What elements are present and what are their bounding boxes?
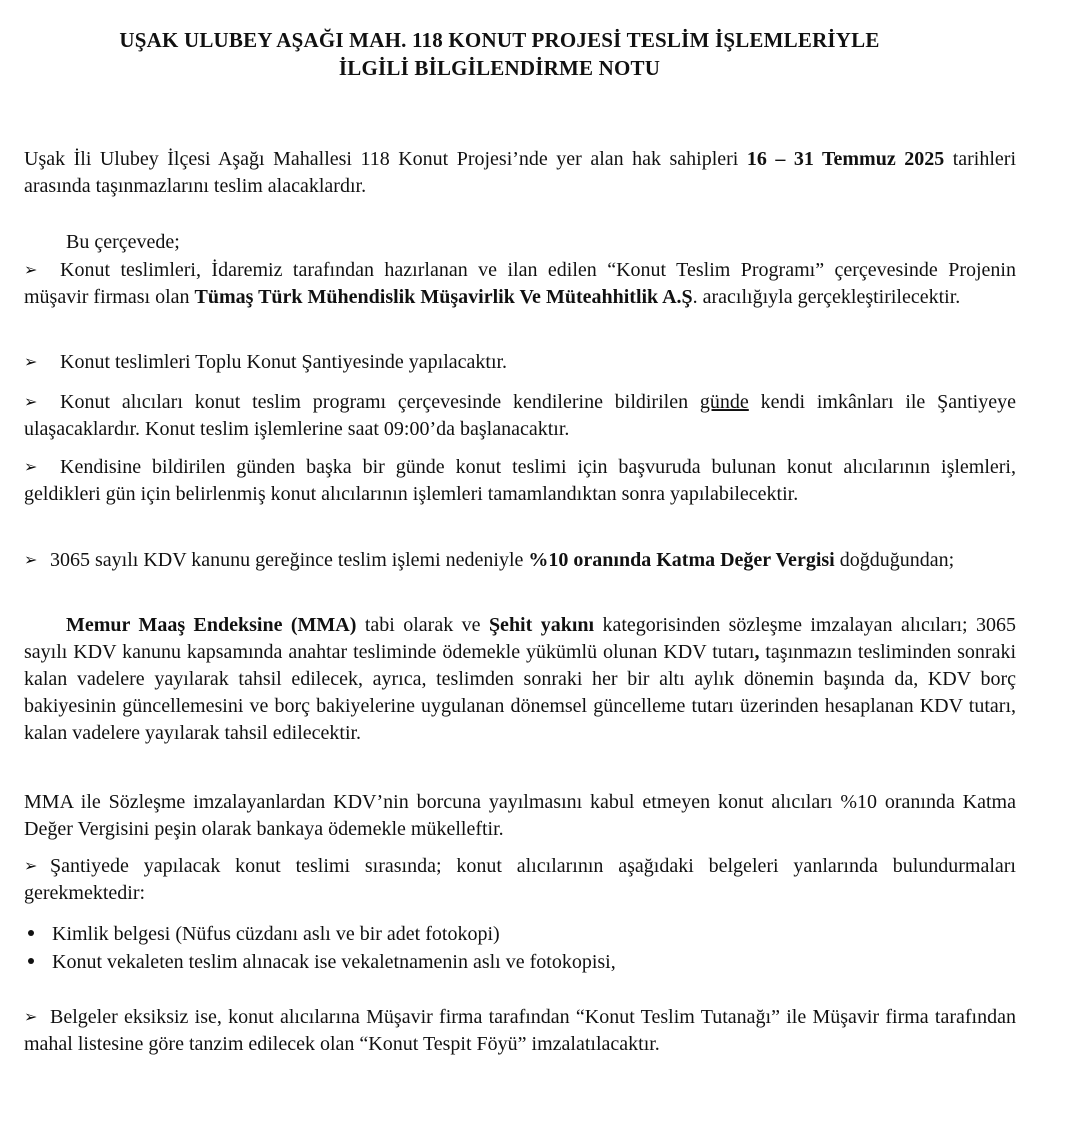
- intro-dates: 16 – 31 Temmuz 2025: [746, 148, 945, 170]
- item-3: [24, 388, 1016, 443]
- bullet-dot-icon: [28, 958, 34, 964]
- item-6: [24, 852, 1016, 907]
- arrow-bullet-icon: ➢: [24, 260, 38, 279]
- item-3-underlined: günde: [699, 391, 749, 413]
- mma-text-a: tabi olarak ve: [356, 614, 489, 636]
- mma-paragraph: [24, 612, 1016, 747]
- document-list-item-text: Konut vekaleten teslim alınacak ise vekaletnamenin aslı ve fotokopisi,: [52, 951, 616, 973]
- arrow-bullet-icon: ➢: [24, 457, 38, 476]
- document-title-line-2: İLGİLİ BİLGİLENDİRME NOTU: [338, 56, 661, 80]
- item-5-text-b: doğduğundan;: [834, 549, 955, 571]
- item-5: [24, 546, 1016, 574]
- arrow-bullet-icon: ➢: [24, 392, 38, 411]
- mma-note-paragraph: [24, 789, 1016, 843]
- item-3-text-a: Konut alıcıları konut teslim programı çerçevesinde kendilerine bildirilen: [60, 391, 700, 413]
- item-4: [24, 453, 1016, 508]
- item-3-text-b: kendi imkânları ile Şantiyeye ulaşacaklardır. Konut teslim işlemlerine saat 09:00’da başlanacaktır.: [24, 391, 1016, 440]
- frame-intro-text: Bu çerçevede;: [66, 231, 180, 253]
- item-7-text: Belgeler eksiksiz ise, konut alıcılarına Müşavir firma tarafından “Konut Teslim Tutanağı” ile Müşavir firma tarafından mahal listesine göre tanzim edilecek olan “Konut Tespit Föyü” imzalatılacaktır.: [24, 1006, 1016, 1055]
- item-5-text-a: 3065 sayılı KDV kanunu gereğince teslim işlemi nedeniyle: [50, 549, 529, 571]
- item-1-company: Tümaş Türk Mühendislik Müşavirlik Ve Müteahhitlik A.Ş: [194, 286, 693, 308]
- mma-text-b: kategorisinden sözleşme imzalayan alıcıları; 3065 sayılı KDV kanunu kapsamında anahtar tesliminde ödemekle yükümlü olunan KDV tutarı: [24, 614, 1017, 663]
- arrow-bullet-icon: ➢: [24, 1007, 38, 1026]
- item-1-text-b: . aracılığıyla gerçekleştirilecektir.: [692, 286, 961, 308]
- item-1-text-a: Konut teslimleri, İdaremiz tarafından hazırlanan ve ilan edilen “Konut Teslim Programı” çerçevesinde Projenin müşavir firması olan: [24, 259, 1016, 308]
- mma-note-text: MMA ile Sözleşme imzalayanlardan KDV’nin borcuna yayılmasını kabul etmeyen konut alıcıları %10 oranında Katma Değer Vergisini peşin olarak bankaya ödemekle mükelleftir.: [24, 791, 1016, 840]
- arrow-bullet-icon: ➢: [24, 352, 38, 371]
- item-1: [24, 256, 1016, 311]
- intro-text-b: tarihleri arasında taşınmazlarını teslim alacaklardır.: [24, 148, 1016, 197]
- arrow-bullet-icon: ➢: [24, 856, 38, 875]
- item-2-text: Konut teslimleri Toplu Konut Şantiyesinde yapılacaktır.: [60, 351, 508, 373]
- item-4-text: Kendisine bildirilen günden başka bir günde konut teslimi için başvuruda bulunan konut alıcılarının işlemleri, geldikleri gün için belirlenmiş konut alıcılarının işlemleri tamamlandıktan sonra yapılabilecektir.: [24, 456, 1016, 505]
- document-list-item: [24, 921, 1016, 948]
- bullet-dot-icon: [28, 930, 34, 936]
- item-7: [24, 1003, 1016, 1058]
- intro-paragraph: [24, 146, 1016, 200]
- item-2: [24, 348, 1016, 376]
- document-list-item-text: Kimlik belgesi (Nüfus cüzdanı aslı ve bir adet fotokopi): [52, 923, 500, 945]
- mma-text-c: taşınmazın tesliminden sonraki kalan vadelere yayılarak tahsil edilecek, ayrıca, teslimden sonraki her bir altı aylık dönemin başında da, KDV borç bakiyesinin güncellemesini ve borç bakiyelerine uygulanan dönemsel güncelleme tutarı üzerinden hesaplanan KDV tutarı, kalan vadelere yayılarak tahsil edilecektir.: [24, 641, 1017, 744]
- item-5-bold: %10 oranında Katma Değer Vergisi: [528, 549, 835, 571]
- item-6-text: Şantiyede yapılacak konut teslimi sırasında; konut alıcılarının aşağıdaki belgeleri yanlarında bulundurmaları gerekmektedir:: [24, 855, 1016, 904]
- mma-bold-a: Memur Maaş Endeksine (MMA): [66, 614, 357, 636]
- mma-bold-comma: ,: [754, 641, 760, 663]
- document-title-line-1: UŞAK ULUBEY AŞAĞI MAH. 118 KONUT PROJESİ TESLİM İŞLEMLERİYLE: [119, 28, 880, 52]
- document-list-item: [24, 949, 1016, 976]
- arrow-bullet-icon: ➢: [24, 550, 38, 569]
- mma-bold-b: Şehit yakını: [488, 614, 595, 636]
- intro-text-a: Uşak İli Ulubey İlçesi Aşağı Mahallesi 118 Konut Projesi’nde yer alan hak sahipleri: [24, 148, 747, 170]
- frame-intro: [24, 229, 1016, 256]
